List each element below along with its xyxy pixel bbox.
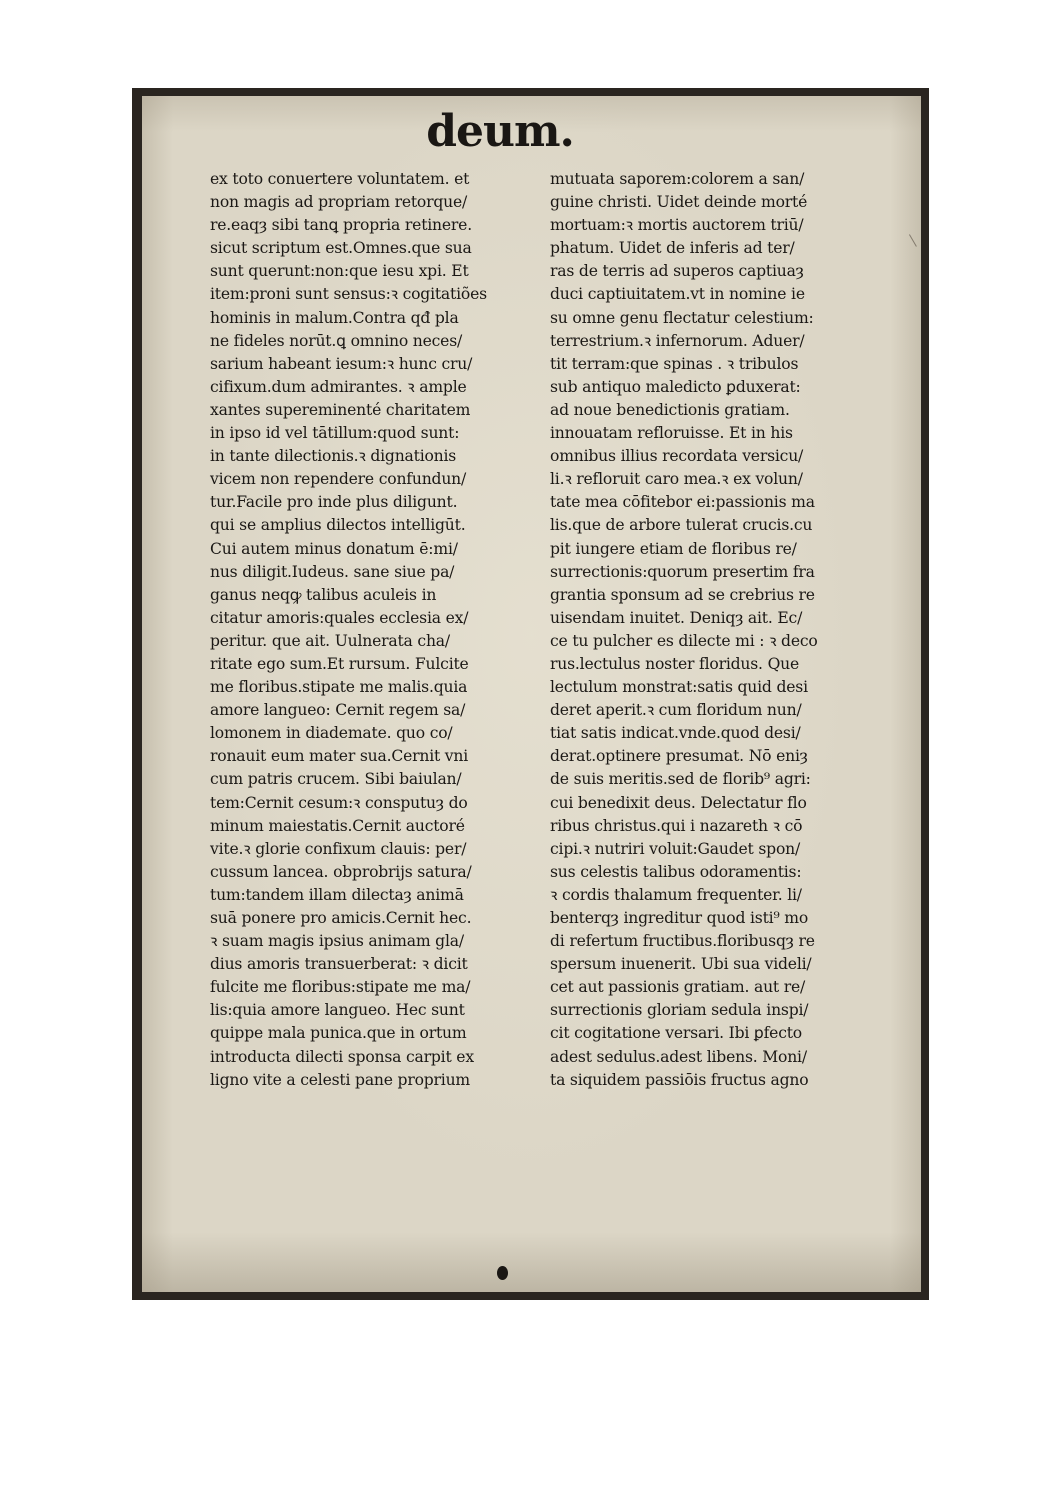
right-column-line: su omne genu flectatur celestium: (550, 308, 814, 327)
left-column-line: quippe mala punica.que in ortum (210, 1024, 467, 1043)
left-column-line: ex toto conuertere voluntatem. et (210, 170, 470, 188)
right-column-line: surrectionis gloriam sedula inspi/ (550, 1001, 809, 1020)
right-column-line: sus celestis talibus odoramentis: (550, 862, 802, 881)
right-column-line: mortuam:ꝛ mortis auctorem triū/ (550, 216, 804, 235)
right-column-line: ras de terris ad superos captiuaȝ (550, 262, 804, 281)
left-column-line: re.eaqȝ sibi tanꝗ propria retinere. (210, 216, 472, 235)
left-column-line: ne fideles norūt.ꝗ omnino neces/ (210, 331, 463, 350)
left-column-line: vite.ꝛ glorie confixum clauis: per/ (210, 839, 467, 858)
right-column-line: cui benedixit deus. Delectatur flo (550, 793, 807, 812)
left-column-line: fulcite me floribus:stipate me ma/ (210, 978, 471, 997)
right-column-line: ta siquidem passiōis fructus agno (550, 1070, 809, 1089)
left-column-line: xantes supereminenté charitatem (210, 400, 471, 419)
left-column-line: cussum lancea. obprobrijs satura/ (210, 862, 472, 881)
right-column-line: guine christi. Uidet deinde morté (550, 193, 808, 212)
right-column-line: derat.optinere presumat. Nō eniȝ (550, 747, 808, 766)
right-column-line: tate mea cōfitebor ei:passionis ma (550, 493, 815, 512)
left-column-line: nus diligit.Iudeus. sane siue pa/ (210, 562, 455, 581)
left-column-line: amore langueo: Cernit regem sa/ (210, 701, 466, 720)
right-column-line: omnibus illius recordata versicu/ (550, 447, 804, 466)
right-column-line: ad noue benedictionis gratiam. (550, 400, 790, 419)
left-column-line: hominis in malum.Contra qđ pla (210, 308, 459, 327)
right-column-line: de suis meritis.sed de florib⁹ agri: (550, 770, 811, 789)
right-column-line: di refertum fructibus.floribusqȝ re (550, 932, 815, 951)
left-column-line: ganus neqꝙ talibus aculeis in (210, 585, 437, 604)
right-column-line: li.ꝛ refloruit caro mea.ꝛ ex volun/ (550, 470, 803, 489)
right-column-line: spersum inuenerit. Ubi sua videli/ (550, 955, 812, 974)
left-column-line: citatur amoris:quales ecclesia ex/ (210, 608, 469, 627)
left-column-line: ligno vite a celesti pane proprium (210, 1070, 471, 1089)
left-column-line: suā ponere pro amicis.Cernit hec. (210, 909, 472, 927)
right-column-line: lis.que de arbore tulerat crucis.cu (550, 516, 813, 535)
left-column-line: ꝛ suam magis ipsius animam gla/ (210, 932, 464, 951)
right-column-line: tiat satis indicat.vnde.quod desi/ (550, 724, 801, 743)
right-column-line: benterqȝ ingreditur quod isti⁹ mo (550, 909, 809, 927)
left-column-line: tem:Cernit cesum:ꝛ consputuȝ do (210, 793, 468, 812)
left-column-line: cifixum.dum admirantes. ꝛ ample (210, 377, 467, 396)
right-column-line: ce tu pulcher es dilecte mi : ꝛ deco (550, 631, 818, 650)
right-column-line: grantia sponsum ad se crebrius re (550, 585, 815, 604)
right-column-line: cipi.ꝛ nutriri voluit:Gaudet spon/ (550, 839, 801, 858)
right-column-line: uisendam inuitet. Deniqȝ ait. Ec/ (550, 608, 803, 627)
right-column-line: cet aut passionis gratiam. aut re/ (550, 978, 806, 997)
right-column-line: phatum. Uidet de inferis ad ter/ (550, 239, 795, 258)
left-column-line: dius amoris transuerberat: ꝛ dicit (210, 955, 468, 974)
left-column-line: Cui autem minus donatum ē:mi/ (210, 539, 458, 558)
left-column-line: cum patris crucem. Sibi baiulan/ (210, 770, 462, 789)
right-column-line: ꝛ cordis thalamum frequenter. li/ (550, 885, 802, 904)
left-column-line: peritur. que ait. Uulnerata cha/ (210, 631, 450, 650)
left-column-line: in tante dilectionis.ꝛ dignationis (210, 447, 457, 466)
left-column-line: lis:quia amore langueo. Hec sunt (210, 1001, 465, 1020)
right-column-line: mutuata saporem:colorem a san/ (550, 170, 805, 188)
right-column-line: terrestrium.ꝛ infernorum. Aduer/ (550, 331, 805, 350)
left-column-line: tum:tandem illam dilectaȝ animā (210, 885, 464, 904)
left-column-line: non magis ad propriam retorque/ (210, 193, 468, 212)
right-column-line: innouatam refloruisse. Et in his (550, 424, 793, 443)
running-head: deum. (426, 106, 574, 157)
left-text-column (210, 168, 532, 1092)
left-column-line: vicem non rependere confundun/ (210, 470, 467, 489)
left-column-line: tur.Facile pro inde plus diligunt. (210, 493, 458, 512)
right-column-line: tit terram:que spinas . ꝛ tribulos (550, 354, 799, 373)
left-column-line: qui se amplius dilectos intelligūt. (210, 516, 466, 535)
right-column-line: deret aperit.ꝛ cum floridum nun/ (550, 701, 802, 720)
right-column-line: cit cogitatione versari. Ibi ꝑfecto (550, 1024, 802, 1043)
right-column-line: surrectionis:quorum presertim fra (550, 562, 815, 581)
left-column-line: item:proni sunt sensus:ꝛ cogitatiões (210, 285, 487, 304)
right-column-line: adest sedulus.adest libens. Moni/ (550, 1047, 807, 1066)
left-column-line: lomonem in diademate. quo co/ (210, 724, 453, 743)
left-column-line: ronauit eum mater sua.Cernit vni (210, 747, 469, 766)
right-text-column (550, 168, 880, 1092)
page-ornament-dot (497, 1266, 508, 1280)
left-column-line: ritate ego sum.Et rursum. Fulcite (210, 654, 469, 673)
left-column-line: sarium habeant iesum:ꝛ hunc cru/ (210, 354, 473, 373)
right-column-line: duci captiuitatem.vt in nomine ie (550, 285, 805, 304)
left-column-line: sunt querunt:non:que iesu xpi. Et (210, 262, 469, 281)
right-column-line: pit iungere etiam de floribus re/ (550, 539, 797, 558)
left-column-line: in ipso id vel tātillum:quod sunt: (210, 424, 460, 443)
right-column-line: rus.lectulus noster floridus. Que (550, 654, 800, 673)
right-column-line: lectulum monstrat:satis quid desi (550, 678, 808, 697)
right-column-line: sub antiquo maledicto ꝑduxerat: (550, 377, 801, 396)
left-column-line: sicut scriptum est.Omnes.que sua (210, 239, 472, 258)
left-column-line: minum maiestatis.Cernit auctoré (210, 816, 465, 835)
right-column-line: ribus christus.qui i nazareth ꝛ cō (550, 816, 803, 835)
left-column-line: me floribus.stipate me malis.quia (210, 678, 468, 697)
left-column-line: introducta dilecti sponsa carpit ex (210, 1047, 474, 1066)
